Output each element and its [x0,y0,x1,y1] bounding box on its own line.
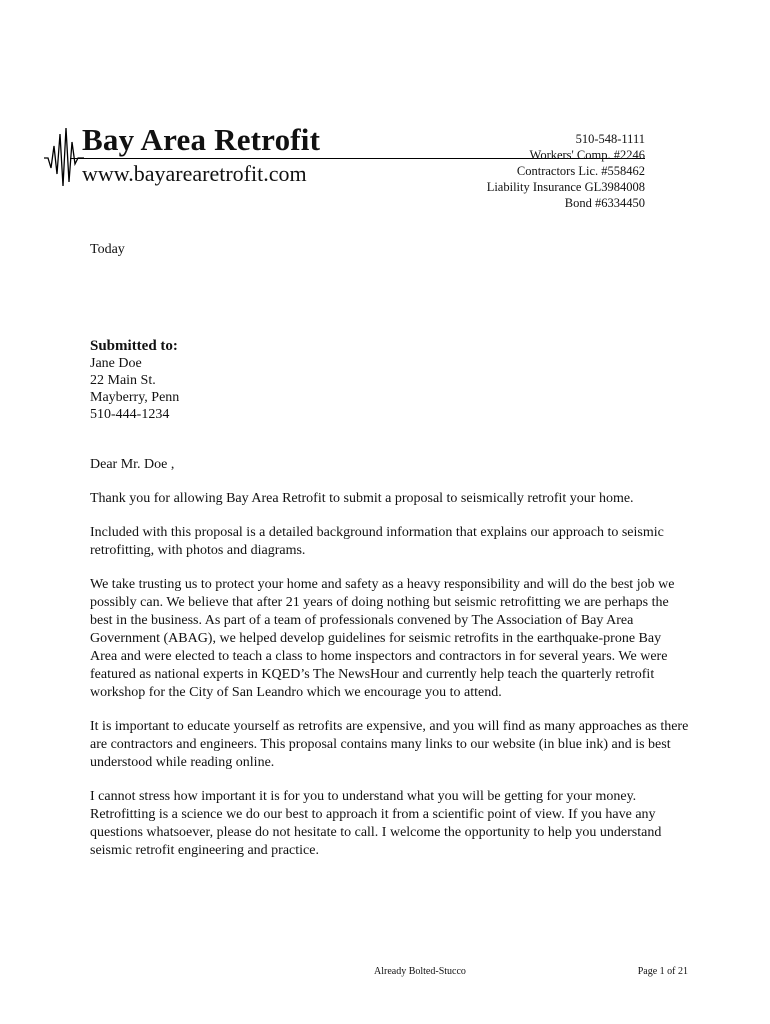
workers-comp: Workers' Comp. #2246 [529,148,645,162]
page-number: Page 1 of 21 [637,966,688,977]
paragraph: I cannot stress how important it is for you to understand what you will be getting for your money. Retrofitting is a science we do our best to approach it from a scientific point of view. If you have any questions whatsoever, please do not hesitate to call. I welcome the opportunity to help you understand seismic retrofit engineering and practice. [90,789,662,858]
submitted-to-label: Submitted to: [90,338,178,354]
recipient-name: Jane Doe [90,356,142,371]
footer-title: Already Bolted-Stucco [374,966,466,977]
company-name: Bay Area Retrofit [82,122,321,157]
paragraph: We take trusting us to protect your home and safety as a heavy responsibility and will do the best job we possibly can. We believe that after 21 years of doing nothing but seismic retrofitting we are perhaps the best in the business. As part of a team of professionals convened by The Association of Bay Area Government (ABAG), we helped develop guidelines for seismic retrofits in the earthquake-prone Bay Area and were elected to teach a class to home inspectors and contractors in for several years. We were featured as national experts in KQED’s The NewsHour and currently help teach the quarterly retrofit workshop for the City of San Leandro which we encourage you to attend. [90,577,675,700]
bond-number: Bond #6334450 [564,196,645,210]
salutation: Dear Mr. Doe , [90,457,175,472]
recipient-phone: 510-444-1234 [90,407,170,422]
recipient-street: 22 Main St. [90,373,156,388]
phone-number: 510-548-1111 [575,132,645,146]
letter-date: Today [90,242,125,257]
recipient-city: Mayberry, Penn [90,390,180,405]
contractors-license: Contractors Lic. #558462 [516,164,645,178]
paragraph: Thank you for allowing Bay Area Retrofit to submit a proposal to seismically retrofit your home. [90,491,634,506]
company-website[interactable]: www.bayarearetrofit.com [82,161,307,186]
recipient-block [90,338,179,423]
letter-body [90,456,690,876]
paragraph: Included with this proposal is a detailed background information that explains our approach to seismic retrofitting, with photos and diagrams. [90,525,664,558]
liability-insurance: Liability Insurance GL3984008 [486,180,645,194]
seismograph-wave-icon [44,124,84,194]
paragraph: It is important to educate yourself as retrofits are expensive, and you will find as many approaches as there are contractors and engineers. This proposal contains many links to our website (in blue ink) and is best understood while reading online. [90,719,689,770]
contact-info [440,131,645,211]
